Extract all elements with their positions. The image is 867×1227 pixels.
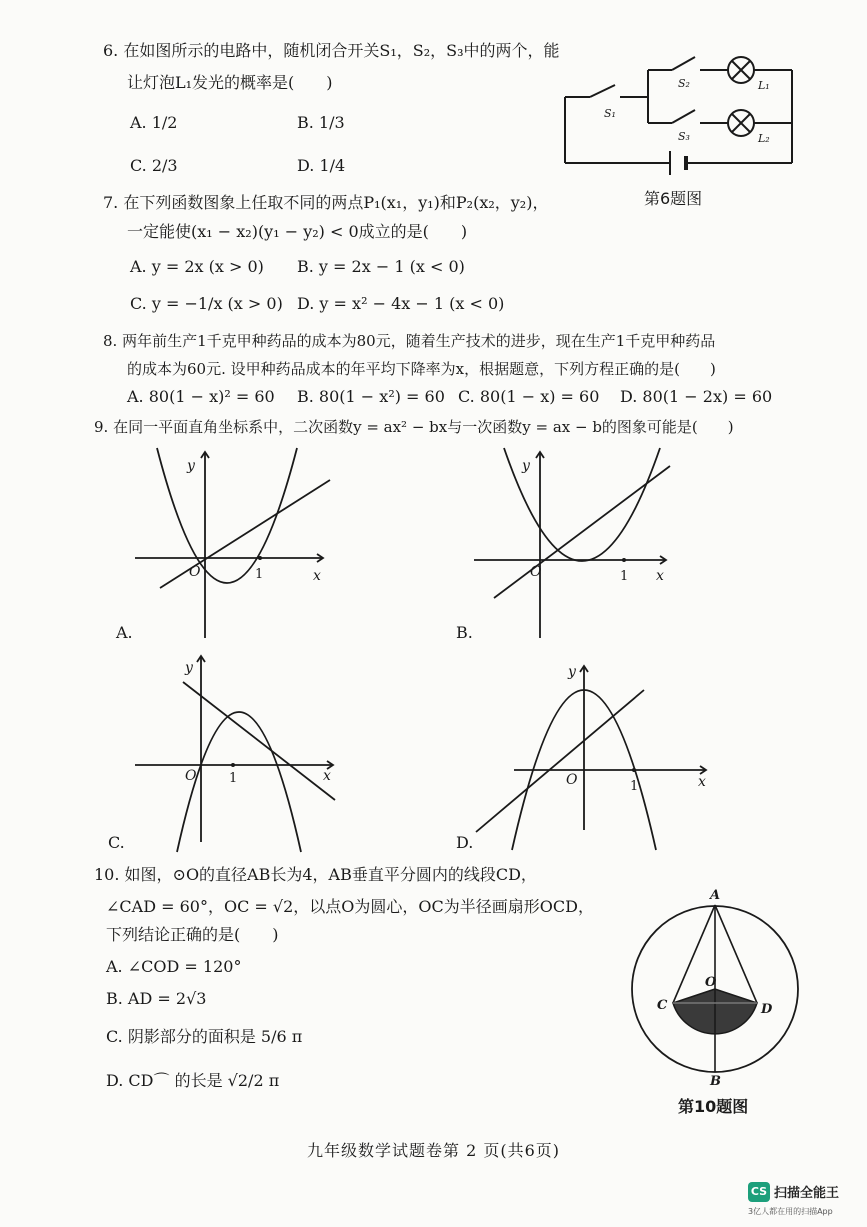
q10-option-b: B. AD = 2√3: [106, 989, 207, 1008]
q9-graph-c-label: C.: [108, 833, 125, 852]
point-o-label: O: [705, 975, 717, 990]
q9-graph-b: [474, 448, 674, 648]
switch-s2-label: S₂: [678, 77, 690, 90]
point-b-label: B: [710, 1074, 721, 1089]
q9-a-x-label: x: [313, 568, 321, 584]
scanner-watermark: [748, 1178, 852, 1218]
q8-line2: 的成本为60元. 设甲种药品成本的年平均下降率为x，根据题意，下列方程正确的是( ): [127, 360, 716, 378]
q9-graph-d-label: D.: [456, 833, 474, 852]
point-c-label: C: [657, 998, 668, 1013]
circle-sector-diagram: [628, 885, 808, 1089]
q7-option-b: B. y = 2x − 1 (x < 0): [297, 257, 465, 276]
q8-option-c: C. 80(1 − x) = 60: [458, 387, 600, 406]
q9-c-y-label: y: [185, 660, 193, 676]
q6-option-d: D. 1/4: [297, 156, 346, 175]
q9-c-tick: 1: [229, 771, 238, 786]
q6-line1: 6. 在如图所示的电路中，随机闭合开关S₁，S₂，S₃中的两个，能: [103, 41, 560, 60]
q9-graph-a: [135, 448, 335, 648]
q10-line3: 下列结论正确的是( ): [106, 925, 279, 944]
q10-option-a: A. ∠COD = 120°: [106, 957, 242, 976]
point-a-label: A: [710, 888, 721, 903]
q10-figure-caption: 第10题图: [678, 1097, 749, 1116]
q8-option-a: A. 80(1 − x)² = 60: [127, 387, 275, 406]
q9-graph-b-label: B.: [456, 623, 473, 642]
q6-option-c: C. 2/3: [130, 156, 178, 175]
q9-c-origin: O: [185, 768, 197, 784]
q8-option-d: D. 80(1 − 2x) = 60: [620, 387, 773, 406]
q6-figure-caption: 第6题图: [644, 189, 703, 208]
q8-option-b: B. 80(1 − x²) = 60: [297, 387, 445, 406]
q9-graph-c: [135, 652, 345, 852]
scanner-tagline: 3亿人都在用的扫描App: [748, 1207, 833, 1216]
lamp-l2-label: L₂: [758, 132, 770, 145]
q9-a-y-label: y: [187, 458, 195, 474]
q9-a-tick: 1: [255, 567, 264, 582]
page-footer: 九年级数学试题卷第 2 页(共6页): [306, 1141, 561, 1160]
q9-b-origin: O: [530, 564, 542, 580]
q9-line1: 9. 在同一平面直角坐标系中，二次函数y = ax² − bx与一次函数y = ax − b的图象可能是( ): [94, 418, 734, 436]
camscanner-logo-icon: CS: [748, 1182, 770, 1202]
q10-line1: 10. 如图，⊙O的直径AB长为4，AB垂直平分圆内的线段CD，: [94, 865, 537, 884]
point-d-label: D: [761, 1002, 773, 1017]
q9-d-tick: 1: [630, 779, 639, 794]
q9-d-origin: O: [566, 772, 578, 788]
q7-line2: 一定能使(x₁ − x₂)(y₁ − y₂) < 0成立的是( ): [127, 222, 468, 241]
scanner-app-name: 扫描全能王: [774, 1186, 840, 1201]
q9-c-x-label: x: [323, 768, 331, 784]
q10-option-d: D. CD⌒ 的长是 √2/2 π: [106, 1071, 280, 1090]
q9-graph-a-label: A.: [116, 623, 133, 642]
switch-s3-label: S₃: [678, 130, 690, 143]
circuit-diagram: [560, 45, 800, 185]
lamp-l1-label: L₁: [758, 79, 770, 92]
q9-d-y-label: y: [568, 664, 576, 680]
q6-line2: 让灯泡L₁发光的概率是( ): [127, 73, 333, 92]
q10-option-c: C. 阴影部分的面积是 5/6 π: [106, 1027, 303, 1046]
q9-d-x-label: x: [698, 774, 706, 790]
q6-option-a: A. 1/2: [130, 113, 178, 132]
q7-option-a: A. y = 2x (x > 0): [130, 257, 264, 276]
q9-b-x-label: x: [656, 568, 664, 584]
switch-s1-label: S₁: [604, 107, 616, 120]
q9-graph-d: [474, 660, 714, 850]
q10-line2: ∠CAD = 60°，OC = √2，以点O为圆心，OC为半径画扇形OCD，: [106, 897, 594, 916]
q7-option-c: C. y = −1/x (x > 0): [130, 294, 283, 313]
q7-option-d: D. y = x² − 4x − 1 (x < 0): [297, 294, 505, 313]
q9-b-tick: 1: [620, 569, 629, 584]
q8-line1: 8. 两年前生产1千克甲种药品的成本为80元，随着生产技术的进步，现在生产1千克甲种药品: [103, 332, 716, 350]
q9-a-origin: O: [189, 564, 201, 580]
q7-line1: 7. 在下列函数图象上任取不同的两点P₁(x₁，y₁)和P₂(x₂，y₂)，: [103, 193, 549, 212]
q6-option-b: B. 1/3: [297, 113, 345, 132]
q9-b-y-label: y: [522, 458, 530, 474]
